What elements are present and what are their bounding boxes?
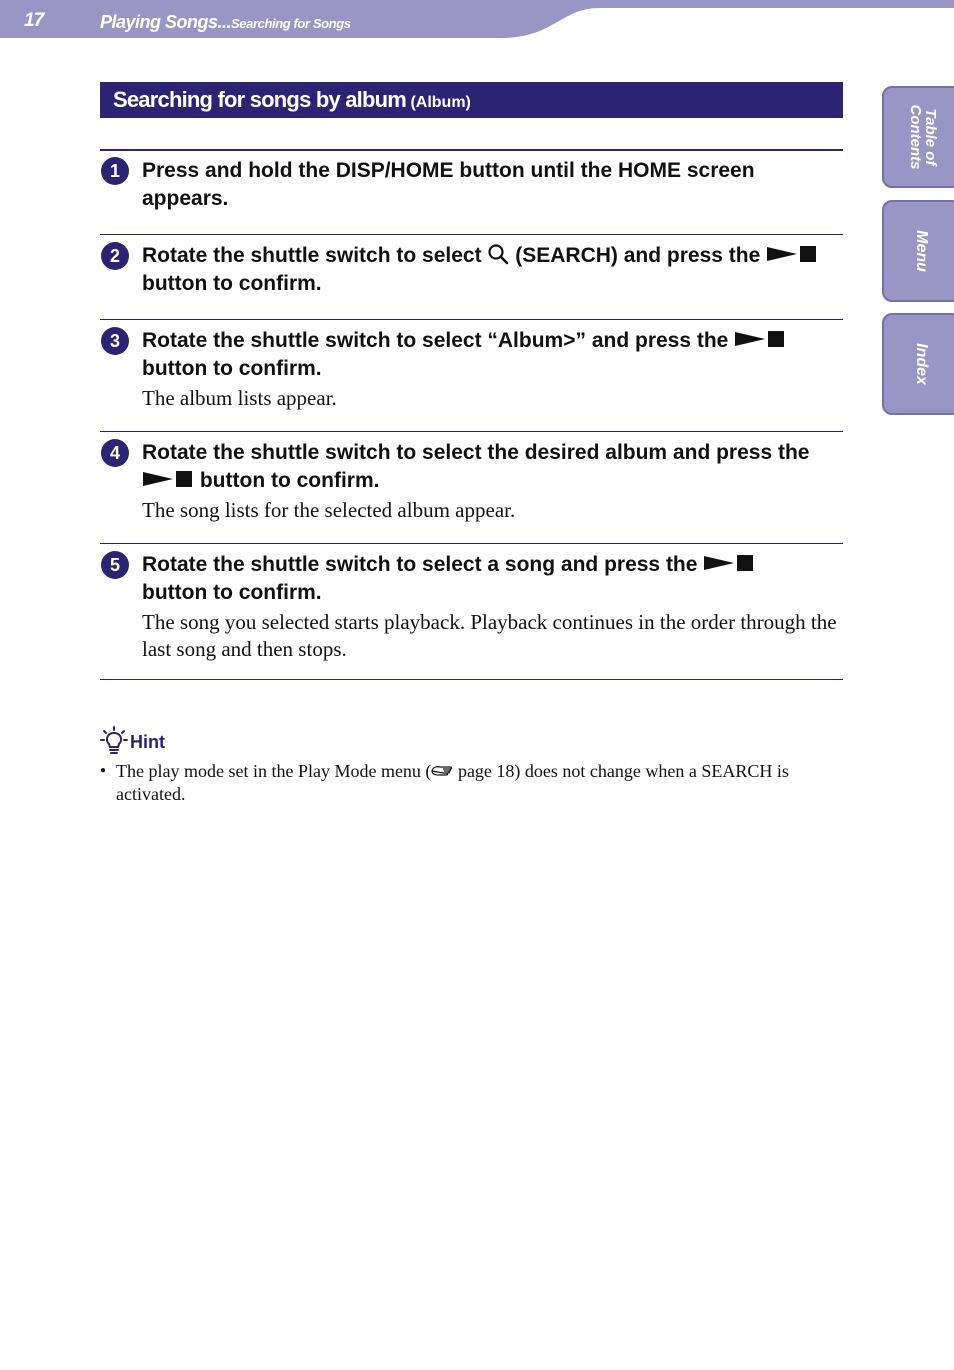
play-stop-button-icon (703, 553, 755, 573)
step-number: 3 (101, 327, 129, 355)
section-title: Searching for songs by album (Album) (113, 87, 471, 112)
divider (100, 149, 843, 151)
step-number: 1 (101, 157, 129, 185)
tab-table-of-contents[interactable] (882, 86, 954, 188)
section-title-suffix: (Album) (410, 94, 471, 111)
breadcrumb-main[interactable]: Playing Songs... (100, 12, 232, 32)
page-number: 17 (24, 10, 44, 31)
hint-text: The play mode set in the Play Mode menu ( page 18) does not change when a SEARCH is activated. (116, 761, 789, 804)
play-stop-button-icon (734, 329, 786, 349)
page-reference-icon[interactable] (431, 764, 453, 778)
hint-label: Hint (130, 732, 165, 752)
divider (100, 234, 843, 235)
page-header (0, 0, 954, 40)
search-icon (487, 243, 509, 265)
tab-index[interactable] (882, 313, 954, 415)
step-heading: Rotate the shuttle switch to select a song and press the button to confirm. (142, 551, 842, 607)
tab-index-label: Index (913, 343, 930, 385)
step-description: The song lists for the selected album appear. (142, 498, 516, 522)
lightbulb-icon (100, 726, 128, 756)
step-number: 5 (101, 551, 129, 579)
step-heading: Rotate the shuttle switch to select “Album>” and press the button to confirm. (142, 327, 842, 383)
step-number: 2 (101, 242, 129, 270)
step-heading: Rotate the shuttle switch to select (SEARCH) and press the button to confirm. (142, 242, 842, 298)
breadcrumb-sub[interactable]: Searching for Songs (231, 16, 351, 31)
divider (100, 543, 843, 544)
step-description: The song you selected starts playback. Playback continues in the order through the last song and then stops. (142, 610, 837, 661)
divider (100, 319, 843, 320)
section-title-bar (100, 82, 843, 118)
step-description: The album lists appear. (142, 386, 337, 410)
step-heading: Press and hold the DISP/HOME button until the HOME screen appears. (142, 159, 755, 210)
bullet: ● (100, 765, 107, 776)
play-stop-button-icon (142, 469, 194, 489)
step-number: 4 (101, 439, 129, 467)
play-stop-button-icon (766, 244, 818, 264)
breadcrumb[interactable] (100, 12, 351, 33)
tab-menu[interactable] (882, 200, 954, 302)
tab-table-of-contents-label: Table of Contents (907, 104, 939, 170)
divider (100, 679, 843, 680)
step-heading: Rotate the shuttle switch to select the desired album and press the button to confirm. (142, 441, 810, 492)
divider (100, 431, 843, 432)
tab-menu-label: Menu (913, 230, 930, 272)
